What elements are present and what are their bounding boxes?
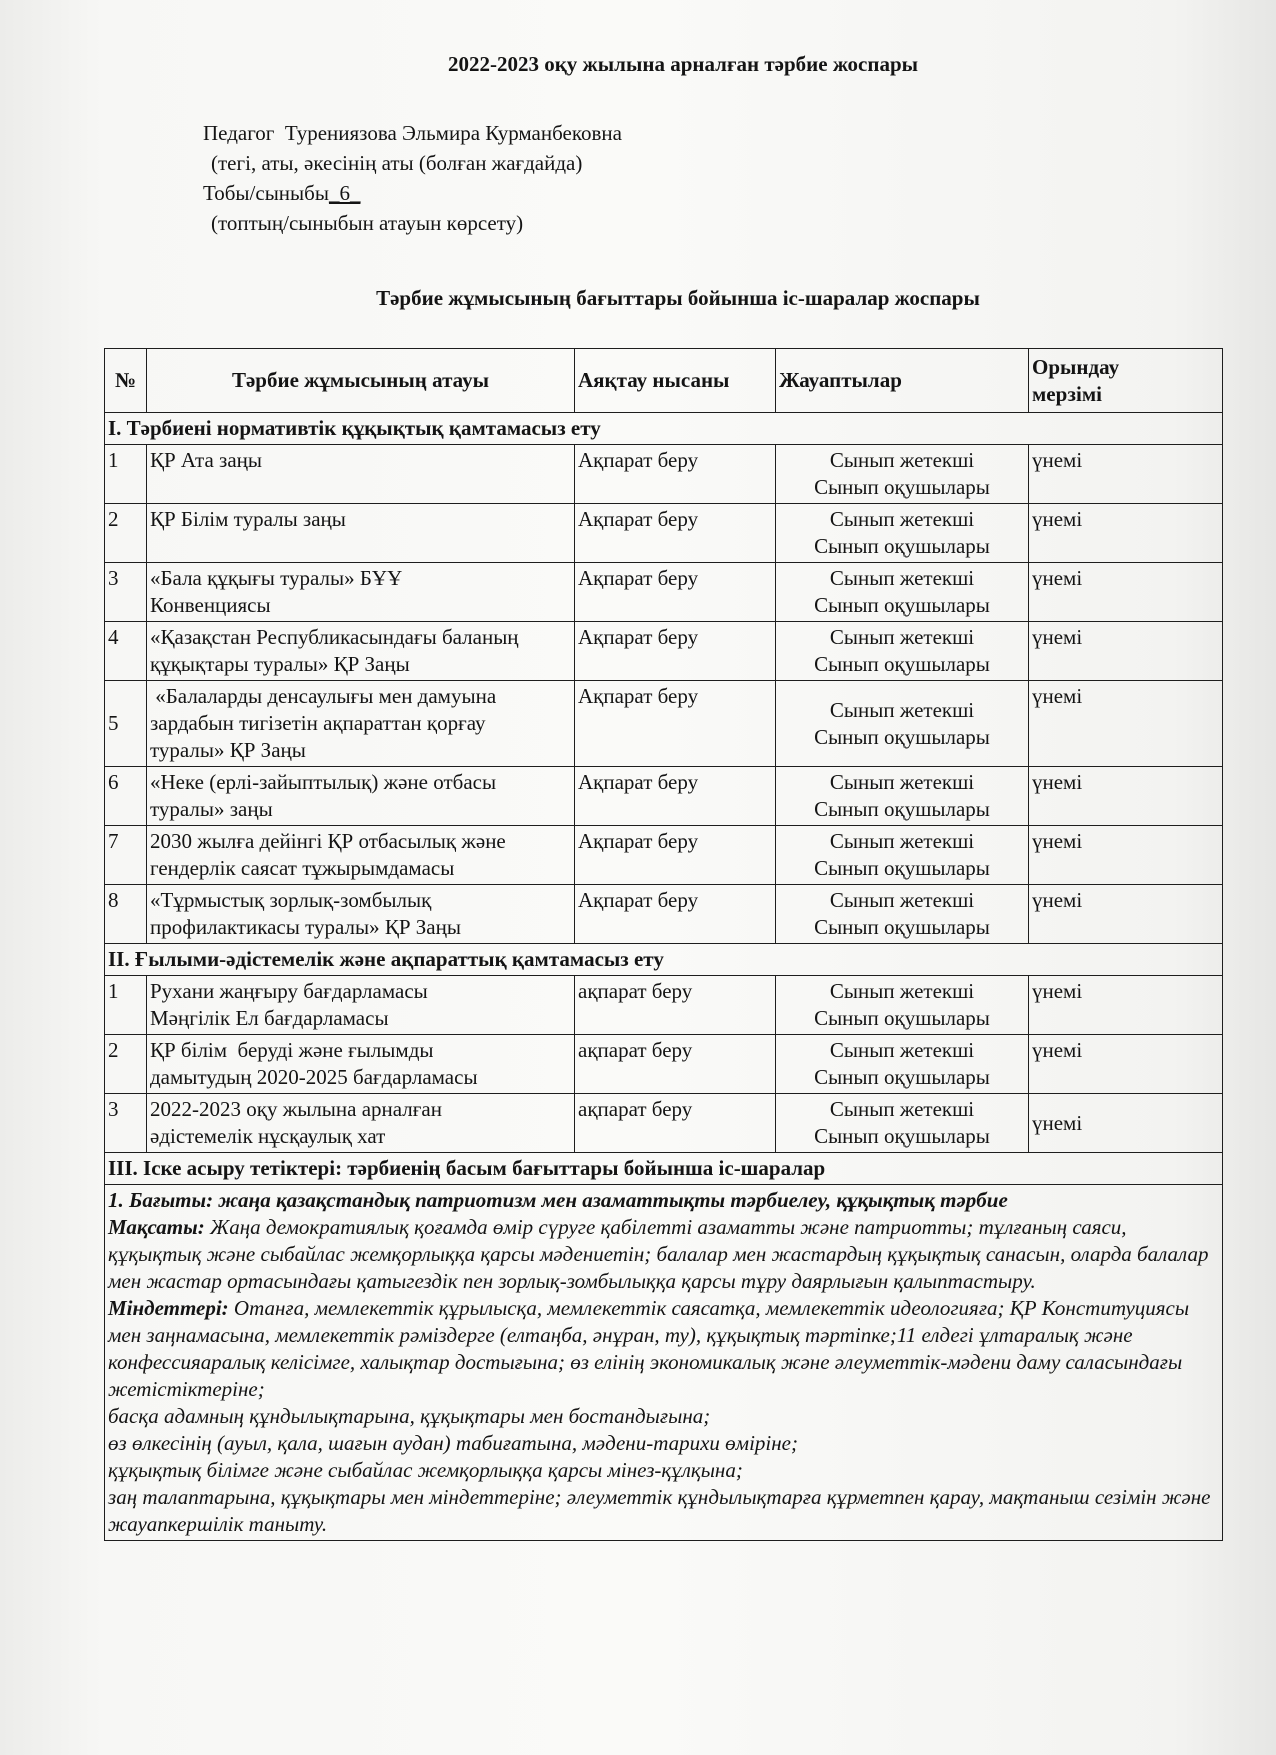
activity-name-line: «Тұрмыстық зорлық-зомбылық bbox=[150, 888, 432, 912]
table-row bbox=[105, 885, 1223, 944]
section-3-title: ІІІ. Іске асыру тетіктері: тәрбиенің басым бағыттары бойынша іс-шаралар bbox=[105, 1153, 1223, 1185]
tasks-line: басқа адамның құндылықтарына, құқықтары мен бостандығына; bbox=[108, 1404, 711, 1428]
deadline: үнемі bbox=[1029, 1035, 1223, 1094]
activity-name bbox=[147, 826, 575, 885]
activity-name bbox=[147, 622, 575, 681]
responsible-line: Сынып жетекші bbox=[829, 770, 975, 794]
tasks-label: Міндеттері: bbox=[108, 1296, 229, 1320]
responsible bbox=[776, 1094, 1029, 1153]
activity-name-line: «Бала құқығы туралы» БҰҰ bbox=[150, 566, 403, 590]
table-row bbox=[105, 976, 1223, 1035]
group-row bbox=[203, 178, 622, 208]
activity-name-line: Рухани жаңғыру бағдарламасы bbox=[150, 979, 428, 1003]
responsible bbox=[776, 681, 1029, 767]
tasks-paragraph bbox=[108, 1295, 1219, 1403]
deadline: үнемі bbox=[1029, 681, 1223, 767]
table-row bbox=[105, 1094, 1223, 1153]
responsible bbox=[776, 563, 1029, 622]
row-number: 1 bbox=[105, 976, 147, 1035]
activity-name-line: құқықтары туралы» ҚР Заңы bbox=[150, 652, 410, 676]
completion-form: Ақпарат беру bbox=[575, 622, 776, 681]
responsible-line: Сынып жетекші bbox=[829, 829, 975, 853]
group-hint: (топтың/сыныбын атауын көрсету) bbox=[211, 211, 524, 235]
responsible-line: Сынып оқушылары bbox=[814, 593, 990, 617]
table-row bbox=[105, 826, 1223, 885]
responsible-line: Сынып жетекші bbox=[829, 448, 975, 472]
row-number: 5 bbox=[105, 681, 147, 767]
responsible-line: Сынып жетекші bbox=[829, 507, 975, 531]
section-1-row bbox=[105, 413, 1223, 445]
completion-form: Ақпарат беру bbox=[575, 885, 776, 944]
activity-name bbox=[147, 504, 575, 563]
responsible-line: Сынып жетекші bbox=[829, 1097, 975, 1121]
responsible-line: Сынып оқушылары bbox=[814, 724, 990, 749]
row-number: 2 bbox=[105, 1035, 147, 1094]
activity-name-line: Мәңгілік Ел бағдарламасы bbox=[150, 1006, 389, 1030]
section-2-title: ІІ. Ғылыми-әдістемелік және ақпараттық қамтамасыз ету bbox=[105, 944, 1223, 976]
responsible-line: Сынып оқушылары bbox=[814, 1065, 990, 1089]
header-no: № bbox=[105, 349, 147, 413]
completion-form: Ақпарат беру bbox=[575, 445, 776, 504]
group-label: Тобы/сыныбы bbox=[203, 181, 329, 205]
tasks-line: құқықтық білімге және сыбайлас жемқорлыққа қарсы мінез-құлқына; bbox=[108, 1458, 743, 1482]
priority-direction-row bbox=[105, 1185, 1223, 1541]
responsible-line: Сынып жетекші bbox=[829, 1038, 975, 1062]
activity-name bbox=[147, 767, 575, 826]
table-row bbox=[105, 445, 1223, 504]
plan-table bbox=[104, 348, 1223, 1541]
activity-name bbox=[147, 445, 575, 504]
row-number: 6 bbox=[105, 767, 147, 826]
activity-name-line: 2022-2023 оқу жылына арналған bbox=[150, 1097, 442, 1121]
responsible-line: Сынып жетекші bbox=[829, 566, 975, 590]
teacher-hint: (тегі, аты, әкесінің аты (болған жағдайда) bbox=[211, 151, 583, 175]
responsible bbox=[776, 885, 1029, 944]
deadline: үнемі bbox=[1029, 563, 1223, 622]
completion-form: ақпарат беру bbox=[575, 1035, 776, 1094]
completion-form: Ақпарат беру bbox=[575, 681, 776, 767]
activity-name-line: «Балаларды денсаулығы мен дамуына bbox=[150, 684, 497, 708]
completion-form: Ақпарат беру bbox=[575, 767, 776, 826]
deadline: үнемі bbox=[1029, 1094, 1223, 1153]
header-term-line2: мерзімі bbox=[1032, 381, 1102, 406]
row-number: 3 bbox=[105, 563, 147, 622]
section-1-title: І. Тәрбиені нормативтік құқықтық қамтамасыз ету bbox=[105, 413, 1223, 445]
row-number: 7 bbox=[105, 826, 147, 885]
activity-name-line: Конвенциясы bbox=[150, 593, 271, 617]
responsible-line: Сынып жетекші bbox=[829, 697, 975, 722]
teacher-label: Педагог bbox=[203, 121, 275, 145]
goal-paragraph bbox=[108, 1214, 1219, 1295]
table-row bbox=[105, 767, 1223, 826]
tasks-text: Отанға, мемлекеттік құрылысқа, мемлекеттік саясатқа, мемлекеттік идеологияға; ҚР Конституциясы мен заңнамасына, мемлекеттік рәміздерге (елтаңба, әнұран, ту), құқықтық тәртіпке;11 елдегі ұлтаралық және конфессияаралық келісімге, халықтар достығына; өз елінің экономикалық және әлеуметтік-мәдени даму саласындағы жетістіктеріне; bbox=[108, 1296, 1190, 1401]
activity-name-line: ҚР Білім туралы заңы bbox=[150, 507, 346, 531]
header-name: Тәрбие жұмысының атауы bbox=[147, 349, 575, 413]
plan-section-title: Тәрбие жұмысының бағыттары бойынша іс-шаралар жоспары bbox=[376, 286, 980, 310]
responsible bbox=[776, 1035, 1029, 1094]
activity-name-line: гендерлік саясат тұжырымдамасы bbox=[150, 856, 455, 880]
table-row bbox=[105, 622, 1223, 681]
responsible-line: Сынып жетекші bbox=[829, 625, 975, 649]
responsible-line: Сынып оқушылары bbox=[814, 534, 990, 558]
deadline: үнемі bbox=[1029, 767, 1223, 826]
responsible bbox=[776, 976, 1029, 1035]
responsible-line: Сынып жетекші bbox=[829, 979, 975, 1003]
responsible bbox=[776, 622, 1029, 681]
responsible bbox=[776, 504, 1029, 563]
activity-name-line: 2030 жылға дейінгі ҚР отбасылық және bbox=[150, 829, 506, 853]
completion-form: Ақпарат беру bbox=[575, 826, 776, 885]
section-2-row bbox=[105, 944, 1223, 976]
document-title: 2022-2023 оқу жылына арналған тәрбие жоспары bbox=[447, 52, 919, 76]
goal-label: Мақсаты: bbox=[108, 1215, 205, 1239]
table-row bbox=[105, 1035, 1223, 1094]
responsible bbox=[776, 767, 1029, 826]
activity-name-line: зардабын тигізетін ақпараттан қорғау bbox=[150, 711, 486, 735]
row-number: 8 bbox=[105, 885, 147, 944]
tasks-line: заң талаптарына, құқықтары мен міндеттеріне; әлеуметтік құндылықтарға құрметпен қарау, мақтаныш сезімін және жауапкершілік таныту. bbox=[108, 1485, 1211, 1536]
completion-form: ақпарат беру bbox=[575, 976, 776, 1035]
responsible bbox=[776, 826, 1029, 885]
section-3-row bbox=[105, 1153, 1223, 1185]
deadline: үнемі bbox=[1029, 826, 1223, 885]
deadline: үнемі bbox=[1029, 976, 1223, 1035]
completion-form: Ақпарат беру bbox=[575, 563, 776, 622]
priority-direction-text bbox=[105, 1185, 1223, 1541]
direction-heading: 1. Бағыты: жаңа қазақстандық патриотизм мен азаматтықты тәрбиелеу, құқықтық тәрбие bbox=[108, 1188, 1008, 1212]
activity-name bbox=[147, 976, 575, 1035]
table-header-row bbox=[105, 349, 1223, 413]
activity-name-line: «Неке (ерлі-зайыптылық) және отбасы bbox=[150, 770, 497, 794]
activity-name bbox=[147, 885, 575, 944]
activity-name bbox=[147, 563, 575, 622]
responsible-line: Сынып оқушылары bbox=[814, 1124, 990, 1148]
activity-name-line: ҚР Ата заңы bbox=[150, 448, 263, 472]
responsible-line: Сынып оқушылары bbox=[814, 915, 990, 939]
activity-name-line: «Қазақстан Республикасындағы баланың bbox=[150, 625, 519, 649]
row-number: 1 bbox=[105, 445, 147, 504]
responsible-line: Сынып оқушылары bbox=[814, 652, 990, 676]
header-term bbox=[1029, 349, 1223, 413]
header-responsible: Жауаптылар bbox=[776, 349, 1029, 413]
activity-name-line: туралы» ҚР Заңы bbox=[150, 738, 306, 762]
responsible-line: Сынып оқушылары bbox=[814, 856, 990, 880]
activity-name-line: ҚР білім беруді және ғылымды bbox=[150, 1038, 434, 1062]
row-number: 2 bbox=[105, 504, 147, 563]
activity-name bbox=[147, 1094, 575, 1153]
table-row bbox=[105, 504, 1223, 563]
activity-name-line: дамытудың 2020-2025 бағдарламасы bbox=[150, 1065, 478, 1089]
header-form: Аяқтау нысаны bbox=[575, 349, 776, 413]
teacher-info bbox=[203, 118, 622, 238]
activity-name-line: туралы» заңы bbox=[150, 797, 273, 821]
header-term-line1: Орындау bbox=[1032, 354, 1120, 379]
responsible-line: Сынып оқушылары bbox=[814, 475, 990, 499]
activity-name-line: профилактикасы туралы» ҚР Заңы bbox=[150, 915, 461, 939]
responsible bbox=[776, 445, 1029, 504]
deadline: үнемі bbox=[1029, 885, 1223, 944]
deadline: үнемі bbox=[1029, 504, 1223, 563]
deadline: үнемі bbox=[1029, 622, 1223, 681]
row-number: 4 bbox=[105, 622, 147, 681]
table-row bbox=[105, 563, 1223, 622]
teacher-name: Турениязова Эльмира Курманбековна bbox=[284, 121, 622, 145]
completion-form: ақпарат беру bbox=[575, 1094, 776, 1153]
activity-name-line: әдістемелік нұсқаулық хат bbox=[150, 1124, 386, 1148]
responsible-line: Сынып оқушылары bbox=[814, 1006, 990, 1030]
tasks-line: өз өлкесінің (ауыл, қала, шағын аудан) табиғатына, мәдени-тарихи өміріне; bbox=[108, 1431, 798, 1455]
teacher-row bbox=[203, 118, 622, 148]
deadline: үнемі bbox=[1029, 445, 1223, 504]
row-number: 3 bbox=[105, 1094, 147, 1153]
responsible-line: Сынып жетекші bbox=[829, 888, 975, 912]
completion-form: Ақпарат беру bbox=[575, 504, 776, 563]
goal-text: Жаңа демократиялық қоғамда өмір сүруге қабілетті азаматты және патриотты; тұлғаның саяси, құқықтық және сыбайлас жемқорлыққа қарсы мәдениетін; балалар мен жастардың құқықтық санасын, оларда балалар мен жастар ортасындағы қатыгездік пен зорлық-зомбылыққа қарсы тұру даярлығын қалыптастыру. bbox=[108, 1215, 1209, 1293]
plan-table-body bbox=[105, 413, 1223, 1541]
group-value: _6_ bbox=[328, 181, 361, 205]
table-row bbox=[105, 681, 1223, 767]
responsible-line: Сынып оқушылары bbox=[814, 797, 990, 821]
activity-name bbox=[147, 681, 575, 767]
activity-name bbox=[147, 1035, 575, 1094]
